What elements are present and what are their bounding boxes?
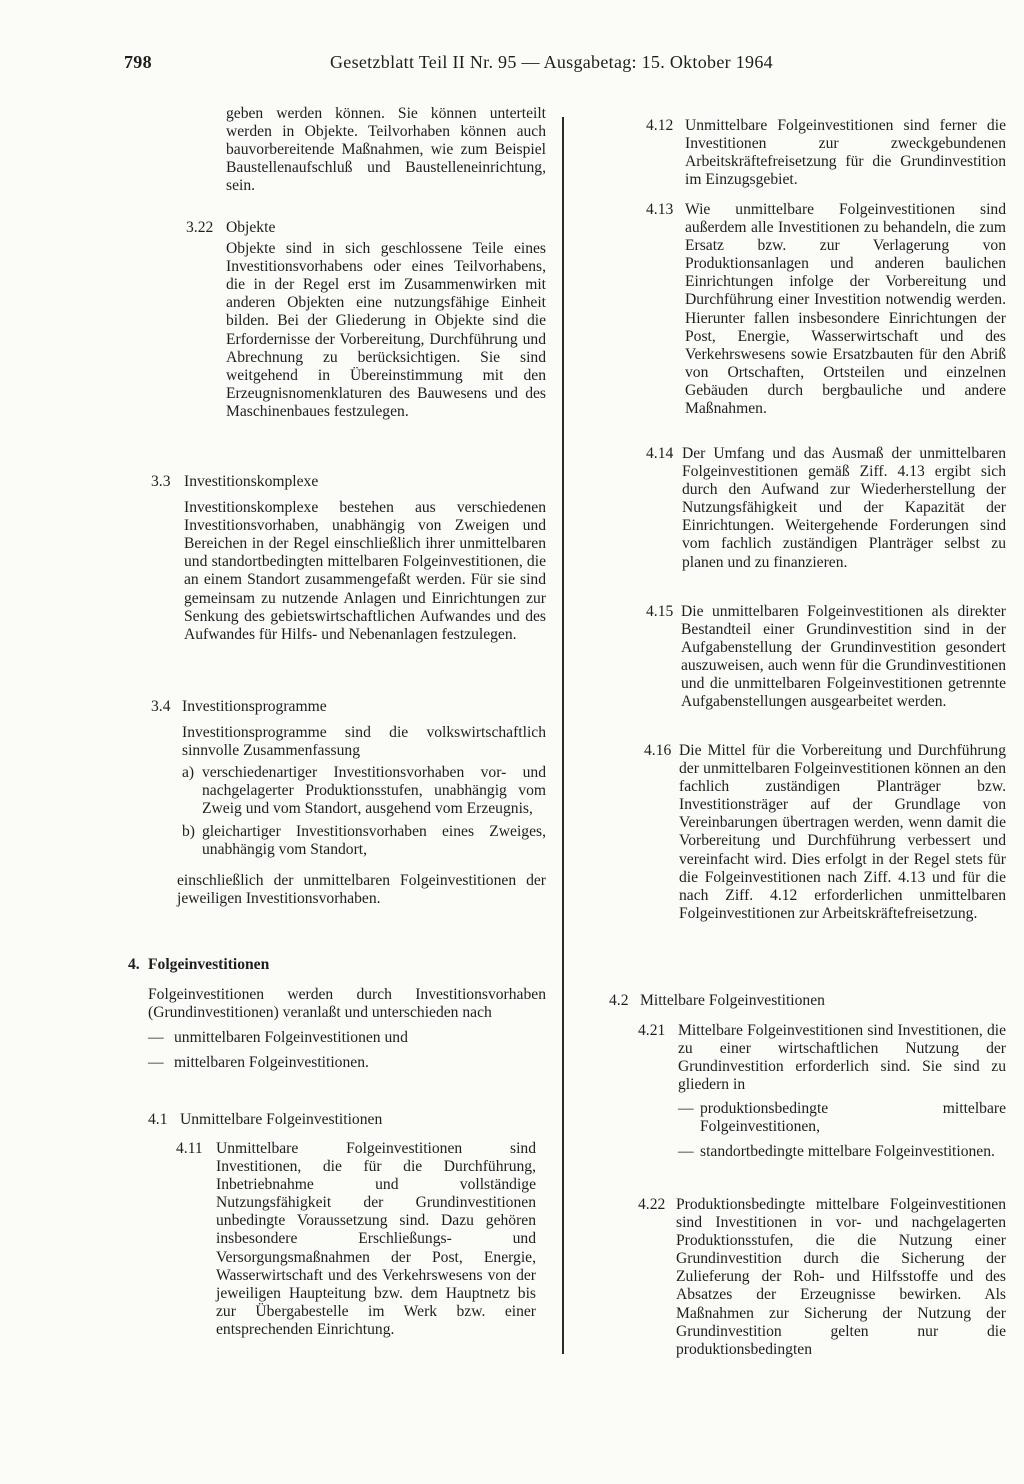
section-3-4	[151, 698, 546, 908]
page-title: Gesetzblatt Teil II Nr. 95 — Ausgabetag: 15. Oktober 1964	[330, 52, 773, 72]
list-text: mittelbaren Folgeinvestitionen.	[174, 1054, 369, 1072]
section-number: 4.2	[609, 992, 629, 1009]
section-4-13	[646, 201, 1006, 418]
dash-marker: —	[678, 1100, 694, 1118]
list-item	[678, 1143, 1006, 1161]
section-3-22	[186, 219, 546, 421]
section-title: Objekte	[226, 219, 276, 236]
section-number: 4.	[128, 956, 140, 973]
dash-marker: —	[678, 1142, 694, 1160]
page-number: 798	[124, 52, 152, 72]
section-4-22	[638, 1196, 1006, 1359]
list-item-a	[182, 764, 546, 818]
section-number: 4.21	[638, 1022, 666, 1039]
section-number: 4.1	[148, 1111, 168, 1128]
section-text: Die Mittel für die Vorbereitung und Durchführung der unmittelbaren Folgeinvestitionen können an den fachlich zuständigen Planträger bzw. Investitionsträger auf der Grundlage von Vereinbarungen übertragen werden, wenn damit die Vorbereitung und Durchführung verbessert und vereinfacht wird. Dies erfolgt in der Regel stets für die Folgeinvestitionen nach Ziff. 4.13 und für die nach Ziff. 4.12 erforderlichen unmittelbaren Folgeinvestitionen zur Arbeitskräftefreisetzung.	[679, 742, 1006, 922]
section-4-1	[148, 1111, 546, 1129]
list-text: verschiedenartiger Investitionsvorhaben vor- und nachgelagerter Produktionsstufen, unabhängig vom Zweig und vom Standort, ausgehend vom Erzeugnis,	[202, 764, 546, 818]
section-number: 4.22	[638, 1196, 666, 1213]
section-title: Investitionskomplexe	[184, 473, 319, 490]
list-label: a)	[182, 764, 195, 782]
section-title: Folgeinvestitionen	[148, 956, 270, 973]
section-number: 4.12	[646, 117, 674, 134]
section-title: Mittelbare Folgeinvestitionen	[640, 992, 825, 1009]
section-4-15	[646, 603, 1006, 712]
section-number: 4.13	[646, 201, 674, 218]
section-text: Objekte sind in sich geschlossene Teile eines Investitionsvorhabens oder eines Teilvorhabens, die in der Regel erst im Zusammenwirken mit anderen Objekten eine nutzungsfähige Einheit bilden. Bei der Gliederung in Objekte sind die Erfordernisse der Vorbereitung, Durchführung und Abrechnung zu berücksichtigen. Sie sind weitgehend in Übereinstimmung mit den Erzeugnisnomenklaturen des Bauwesens und des Maschinenbaues festzulegen.	[226, 240, 546, 420]
section-text: Investitionsprogramme sind die volkswirtschaftlich sinnvolle Zusammenfassung	[182, 724, 546, 760]
section-number: 3.22	[186, 219, 214, 236]
section-number: 4.16	[644, 742, 672, 759]
list-text: gleichartiger Investitionsvorhaben eines Zweiges, unabhängig vom Standort,	[202, 822, 546, 858]
list-text: produktionsbedingte mittelbare Folgeinvestitionen,	[700, 1100, 1006, 1136]
section-number: 4.15	[646, 603, 674, 620]
dash-marker: —	[148, 1029, 164, 1047]
section-4-16	[644, 742, 1006, 923]
section-4-12	[646, 117, 1006, 189]
section-text: Unmittelbare Folgeinvestitionen sind Investitionen, die für die Durchführung, Inbetriebnahme und vollständige Nutzungsfähigkeit der Grundinvestitionen unbedingte Voraussetzung sind. Dazu gehören insbesondere Erschließungs- und Versorgungsmaßnahmen der Post, Energie, Wasserwirtschaft und des Verkehrswesens von der jeweiligen Haupteitung bzw. dem Hauptnetz bis zur Übergabestelle im Werk bzw. einer entsprechenden Einrichtung.	[216, 1140, 536, 1338]
section-4	[128, 956, 546, 1072]
section-text: Mittelbare Folgeinvestitionen sind Investitionen, die zu einer wirtschaftlichen Nutzung der Grundinvestition erforderlich sind. Sie sind zu gliedern in	[678, 1022, 1006, 1094]
section-title: Investitionsprogramme	[182, 698, 327, 715]
section-text: Wie unmittelbare Folgeinvestitionen sind außerdem alle Investitionen zu behandeln, die zum Ersatz bzw. zur Verlagerung von Produktionsanlagen und anderen baulichen Einrichtungen infolge der Vorbereitung und Durchführung einer Investition notwendig werden. Hierunter fallen insbesondere Einrichtungen der Post, Energie, Wasserwirtschaft und des Verkehrswesens sowie Ersatzbauten für den Abriß von Ortschaften, Ortsteilen und einzelnen Gebäuden durch bergbauliche und andere Maßnahmen.	[685, 201, 1006, 418]
list-item	[148, 1029, 546, 1047]
list-text: standortbedingte mittelbare Folgeinvestitionen.	[700, 1142, 995, 1160]
section-number: 3.3	[151, 473, 171, 490]
list-text: unmittelbaren Folgeinvestitionen und	[174, 1029, 408, 1047]
section-text: Der Umfang und das Ausmaß der unmittelbaren Folgeinvestitionen gemäß Ziff. 4.13 ergibt sich durch den Aufwand zur Wiederherstellung der Nutzungsfähigkeit und der Kapazität der Einrichtungen. Weitergehende Forderungen sind vom fachlich zuständigen Planträger selbst zu planen und zu finanzieren.	[682, 445, 1006, 571]
section-text: Folgeinvestitionen werden durch Investitionsvorhaben (Grundinvestitionen) veranlaßt und unterschieden nach	[148, 986, 546, 1022]
section-text: Die unmittelbaren Folgeinvestitionen als direkter Bestandteil einer Grundinvestition sind in der Aufgabenstellung der Grundinvestition gesondert auszuweisen, auch wenn für die Grundinvestitionen und die unmittelbaren Folgeinvestitionen getrennte Aufgabenstellungen ausgearbeitet werden.	[681, 603, 1006, 711]
list-label: b)	[182, 822, 195, 840]
list-item	[148, 1054, 546, 1072]
section-4-11	[176, 1140, 536, 1339]
section-number: 3.4	[151, 698, 171, 715]
section-text: Unmittelbare Folgeinvestitionen sind ferner die Investitionen zur zweckgebundenen Arbeitskräftefreisetzung für die Grundinvestition im Einzugsgebiet.	[685, 117, 1006, 189]
paragraph-intro: geben werden können. Sie können unterteilt werden in Objekte. Teilvorhaben können auch bauvorbereitende Maßnahmen, wie zum Beispiel Baustellenaufschluß und Baustelleneinrichtung, sein.	[226, 105, 546, 195]
list-item-b	[182, 823, 546, 859]
section-text: Investitionskomplexe bestehen aus verschiedenen Investitionsvorhaben, unabhängig von Zweigen und Bereichen in der Regel einschließlich ihrer unmittelbaren und standortbedingten mittelbaren Folgeinvestitionen, die an einem Standort zusammengefaßt werden. Für sie sind gemeinsam zu nutzende Anlagen und Einrichtungen zur Senkung des gebietswirtschaftlichen Aufwandes und des Aufwandes für Hilfs- und Nebenanlagen festzulegen.	[184, 499, 546, 643]
section-4-2	[609, 992, 1006, 1010]
list-item	[678, 1100, 1006, 1136]
dash-marker: —	[148, 1054, 164, 1072]
section-text: Produktionsbedingte mittelbare Folgeinvestitionen sind Investitionen in vor- und nachgelagerten Produktionsstufen, die die Nutzung einer Grundinvestition durch die Sicherung der Zulieferung der Roh- und Hilfsstoffe und des Absatzes der Erzeugnisse bewirken. Als Maßnahmen zur Sicherung der Nutzung der Grundinvestition gelten nur die produktionsbedingten	[676, 1196, 1006, 1358]
section-tail: einschließlich der unmittelbaren Folgeinvestitionen der jeweiligen Investitionsvorhaben.	[177, 871, 546, 907]
column-divider	[562, 117, 564, 1354]
section-number: 4.14	[646, 445, 674, 462]
section-title: Unmittelbare Folgeinvestitionen	[180, 1111, 383, 1128]
section-number: 4.11	[176, 1140, 203, 1157]
section-4-14	[646, 445, 1006, 572]
section-3-3	[151, 473, 546, 644]
section-4-21	[638, 1022, 1006, 1161]
